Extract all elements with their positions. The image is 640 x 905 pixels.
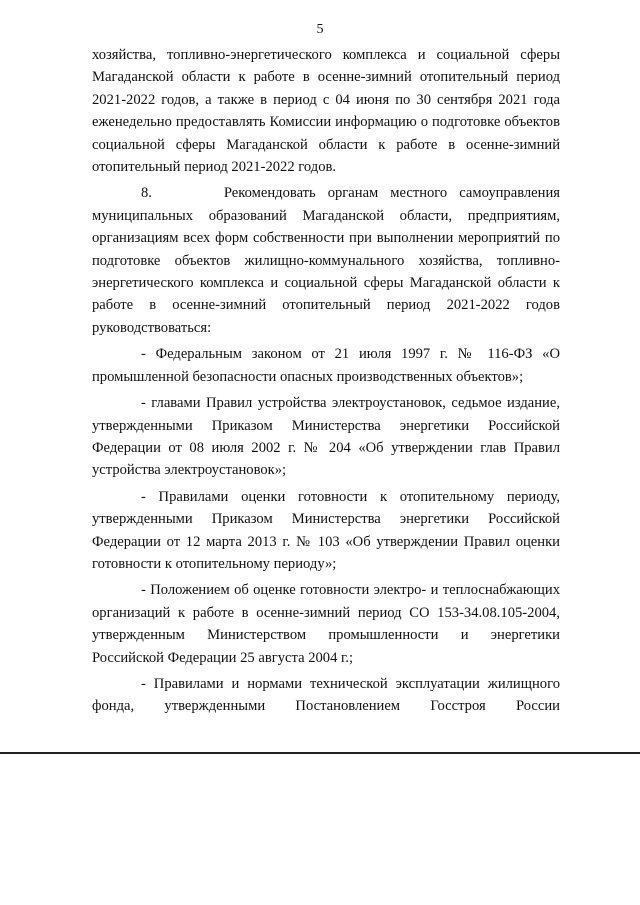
paragraph-federal-law: - Федеральным законом от 21 июля 1997 г. № 116-ФЗ «О промышленной безопасности опасных производственных объектов»; <box>92 346 560 385</box>
paragraph-regulation: - Положением об оценке готовности электро- и теплоснабжающих организаций к работе в осенне-зимний период СО 153-34.08.105-2004, утвержденным Министерством промышленности и энергетики Российской Федерации 25 августа 2004 г.; <box>92 582 560 666</box>
paragraph-electro-rules: - главами Правил устройства электроустановок, седьмое издание, утвержденными Приказом Министерства энергетики Российской Федерации от 08 июля 2002 г. № 204 «Об утверждении глав Правил устройства электроустановок»; <box>92 395 560 479</box>
page-number: 5 <box>316 22 324 37</box>
paragraph-housing-rules: - Правилами и нормами технической эксплуатации жилищного фонда, утвержденными Постановлением Госстроя России <box>92 675 560 715</box>
page-bottom-rule <box>0 752 640 754</box>
paragraph-continuation: хозяйства, топливно-энергетического комплекса и социальной сферы Магаданской области к работе в осенне-зимний отопительный период 2021-2022 годов, а также в период с 04 июня по 30 сентября 2021 года еженедельно предоставлять Комиссии информацию о подготовке объектов социальной сферы Магаданской области к работе в осенне-зимний отопительный период 2021-2022 годов. <box>92 47 560 176</box>
document-body <box>92 44 560 722</box>
paragraph-item-8: 8. Рекомендовать органам местного самоуправления муниципальных образований Магаданской области, предприятиям, организациям всех форм собственности при выполнении мероприятий по подготовке объектов жилищно-коммунального хозяйства, топливно-энергетического комплекса и социальной сферы Магаданской области к работе в осенне-зимний отопительный период 2021-2022 годов руководствоваться: <box>92 185 560 336</box>
paragraph-readiness-rules: - Правилами оценки готовности к отопительному периоду, утвержденными Приказом Министерства энергетики Российской Федерации от 12 марта 2013 г. № 103 «Об утверждении Правил оценки готовности к отопительному периоду»; <box>92 488 560 572</box>
